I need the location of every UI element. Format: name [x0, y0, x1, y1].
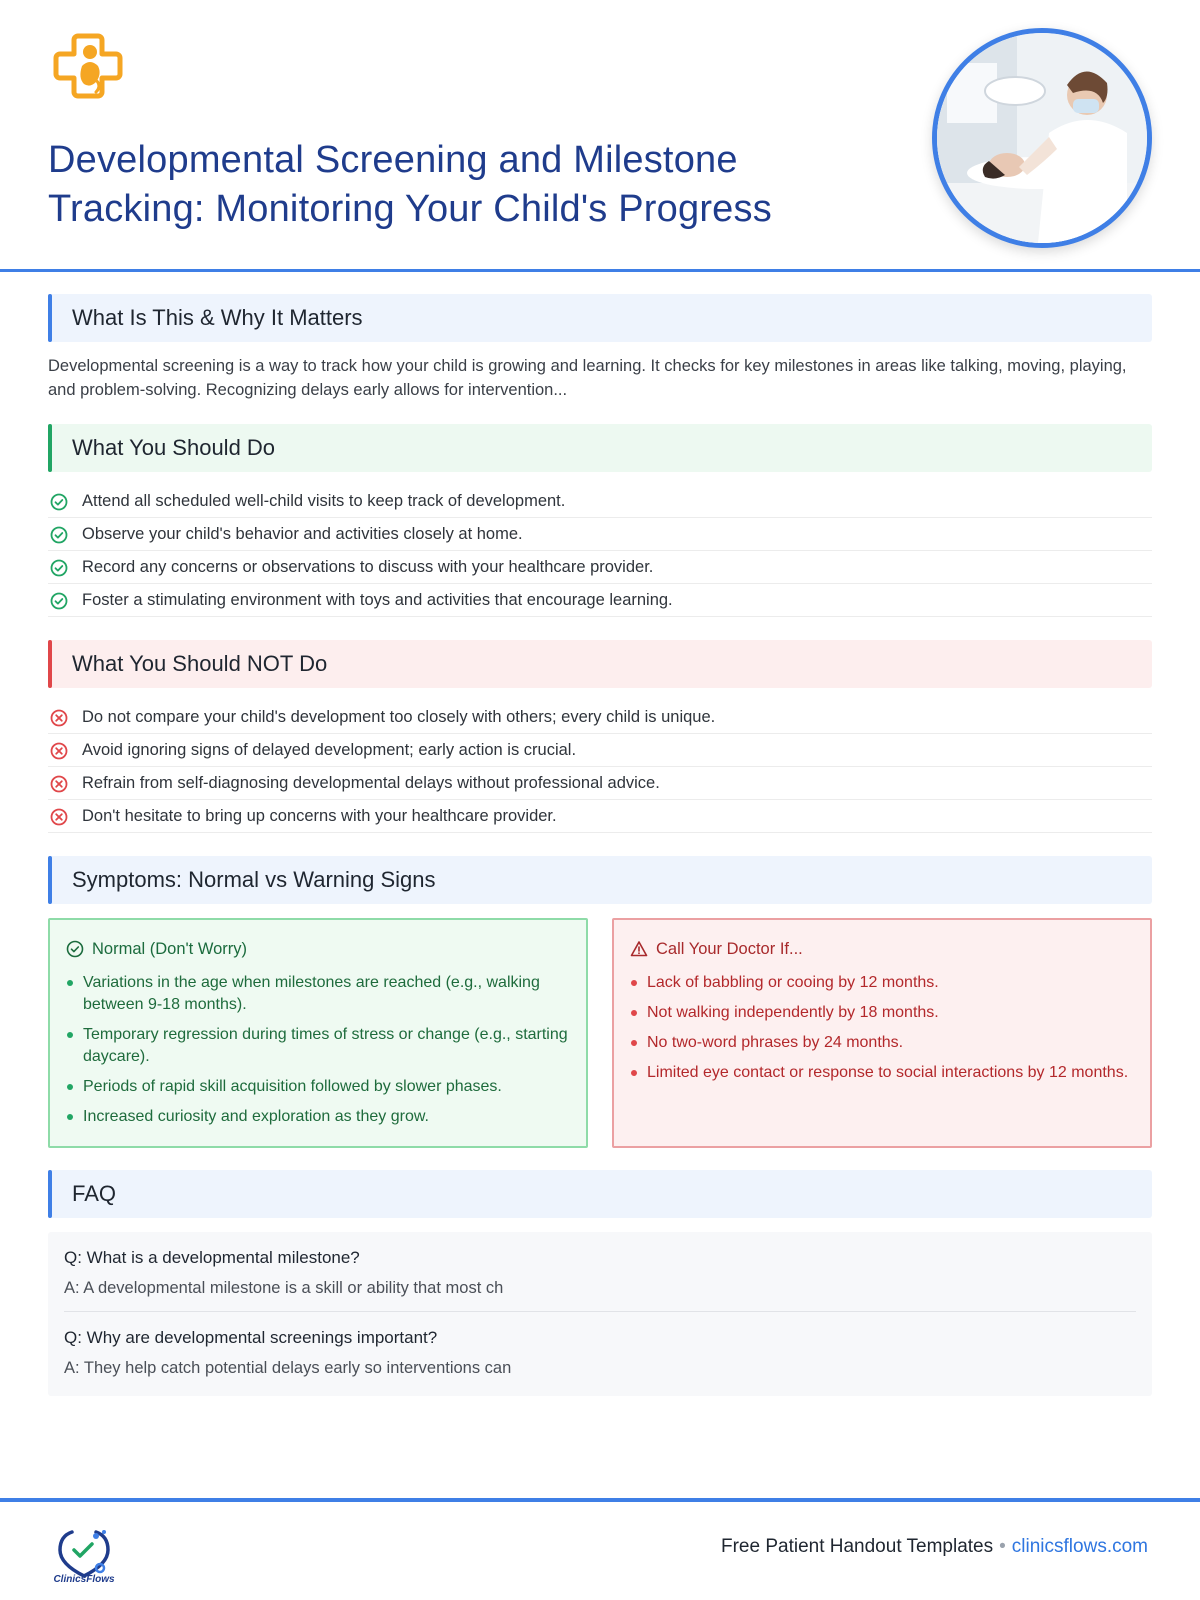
warning-signs-list — [630, 972, 1134, 1084]
list-item-text: Foster a stimulating environment with toys and activities that encourage learning. — [82, 591, 673, 609]
baby-medical-cross-icon — [52, 30, 124, 102]
footer — [0, 1498, 1200, 1600]
list-item — [48, 485, 1152, 518]
section-title: Symptoms: Normal vs Warning Signs — [72, 867, 436, 892]
normal-signs-box — [48, 918, 588, 1148]
about-paragraph: Developmental screening is a way to track how your child is growing and learning. It checks for key milestones in areas like talking, moving, playing, and problem-solving. Recognizing delays early allows for intervention... — [48, 357, 1127, 399]
page-title: Developmental Screening and Milestone Tracking: Monitoring Your Child's Progress — [48, 139, 772, 230]
list-item: Periods of rapid skill acquisition followed by slower phases. — [66, 1076, 570, 1098]
list-item: Temporary regression during times of stress or change (e.g., starting daycare). — [66, 1024, 570, 1068]
section-heading-do — [48, 424, 1152, 472]
list-item-text: Avoid ignoring signs of delayed development; early action is crucial. — [82, 741, 577, 759]
footer-tagline-text: Free Patient Handout Templates — [720, 1536, 994, 1557]
list-item: Not walking independently by 18 months. — [630, 1002, 1134, 1024]
section-accent-bar — [48, 424, 52, 472]
header — [0, 0, 1200, 272]
check-circle-icon — [50, 493, 68, 511]
faq-item — [64, 1232, 1136, 1312]
section-title: What You Should Do — [72, 435, 276, 460]
dont-list — [48, 701, 1152, 833]
warning-signs-title — [630, 938, 1134, 960]
faq-answer: A: A developmental milestone is a skill or ability that most ch — [64, 1279, 504, 1297]
list-item-text: Refrain from self-diagnosing developmental delays without professional advice. — [82, 774, 660, 792]
list-item — [48, 551, 1152, 584]
list-item: Increased curiosity and exploration as they grow. — [66, 1106, 570, 1128]
list-item: Lack of babbling or cooing by 12 months. — [630, 972, 1134, 994]
check-circle-icon — [50, 592, 68, 610]
footer-logo-text: ClinicsFlows — [53, 1574, 115, 1585]
faq-item — [64, 1312, 1136, 1392]
section-accent-bar — [48, 856, 52, 904]
section-title: What You Should NOT Do — [72, 651, 328, 676]
section-accent-bar — [48, 640, 52, 688]
list-item-text: Attend all scheduled well-child visits to keep track of development. — [82, 492, 566, 510]
list-item: Limited eye contact or response to social interactions by 12 months. — [630, 1062, 1134, 1084]
x-circle-icon — [50, 742, 68, 760]
check-circle-icon — [50, 526, 68, 544]
clinician-patient-photo — [932, 28, 1152, 248]
normal-signs-list — [66, 972, 570, 1128]
faq-question: Q: What is a developmental milestone? — [64, 1248, 360, 1267]
section-heading-dont — [48, 640, 1152, 688]
section-heading-about — [48, 294, 1152, 342]
list-item — [48, 584, 1152, 617]
list-item-text: Don't hesitate to bring up concerns with your healthcare provider. — [82, 807, 557, 825]
x-circle-icon — [50, 808, 68, 826]
check-circle-icon — [66, 940, 84, 958]
list-item-text: Observe your child's behavior and activities closely at home. — [82, 525, 523, 543]
do-list — [48, 485, 1152, 617]
box-title-text: Call Your Doctor If... — [656, 940, 803, 958]
warning-triangle-icon — [630, 940, 648, 958]
section-accent-bar — [48, 294, 52, 342]
normal-signs-title — [66, 938, 570, 960]
list-item — [48, 767, 1152, 800]
faq-list — [48, 1232, 1152, 1396]
section-heading-faq — [48, 1170, 1152, 1218]
x-circle-icon — [50, 709, 68, 727]
list-item — [48, 518, 1152, 551]
footer-tagline — [721, 1534, 1148, 1560]
list-item-text: Record any concerns or observations to discuss with your healthcare provider. — [82, 558, 654, 576]
list-item — [48, 800, 1152, 833]
footer-separator: • — [999, 1536, 1006, 1557]
list-item: No two-word phrases by 24 months. — [630, 1032, 1134, 1054]
section-accent-bar — [48, 1170, 52, 1218]
list-item: Variations in the age when milestones are reached (e.g., walking between 9-18 months). — [66, 972, 570, 1016]
list-item — [48, 734, 1152, 767]
footer-website-link[interactable]: clinicsflows.com — [1011, 1536, 1148, 1557]
list-item — [48, 701, 1152, 734]
faq-question: Q: Why are developmental screenings important? — [64, 1328, 438, 1347]
check-circle-icon — [50, 559, 68, 577]
faq-answer: A: They help catch potential delays early so interventions can — [64, 1359, 512, 1377]
list-item-text: Do not compare your child's development too closely with others; every child is unique. — [82, 708, 716, 726]
section-heading-symptoms — [48, 856, 1152, 904]
x-circle-icon — [50, 775, 68, 793]
section-title: What Is This & Why It Matters — [72, 305, 363, 330]
box-title-text: Normal (Don't Worry) — [92, 940, 248, 958]
section-title: FAQ — [72, 1181, 117, 1206]
warning-signs-box — [612, 918, 1152, 1148]
